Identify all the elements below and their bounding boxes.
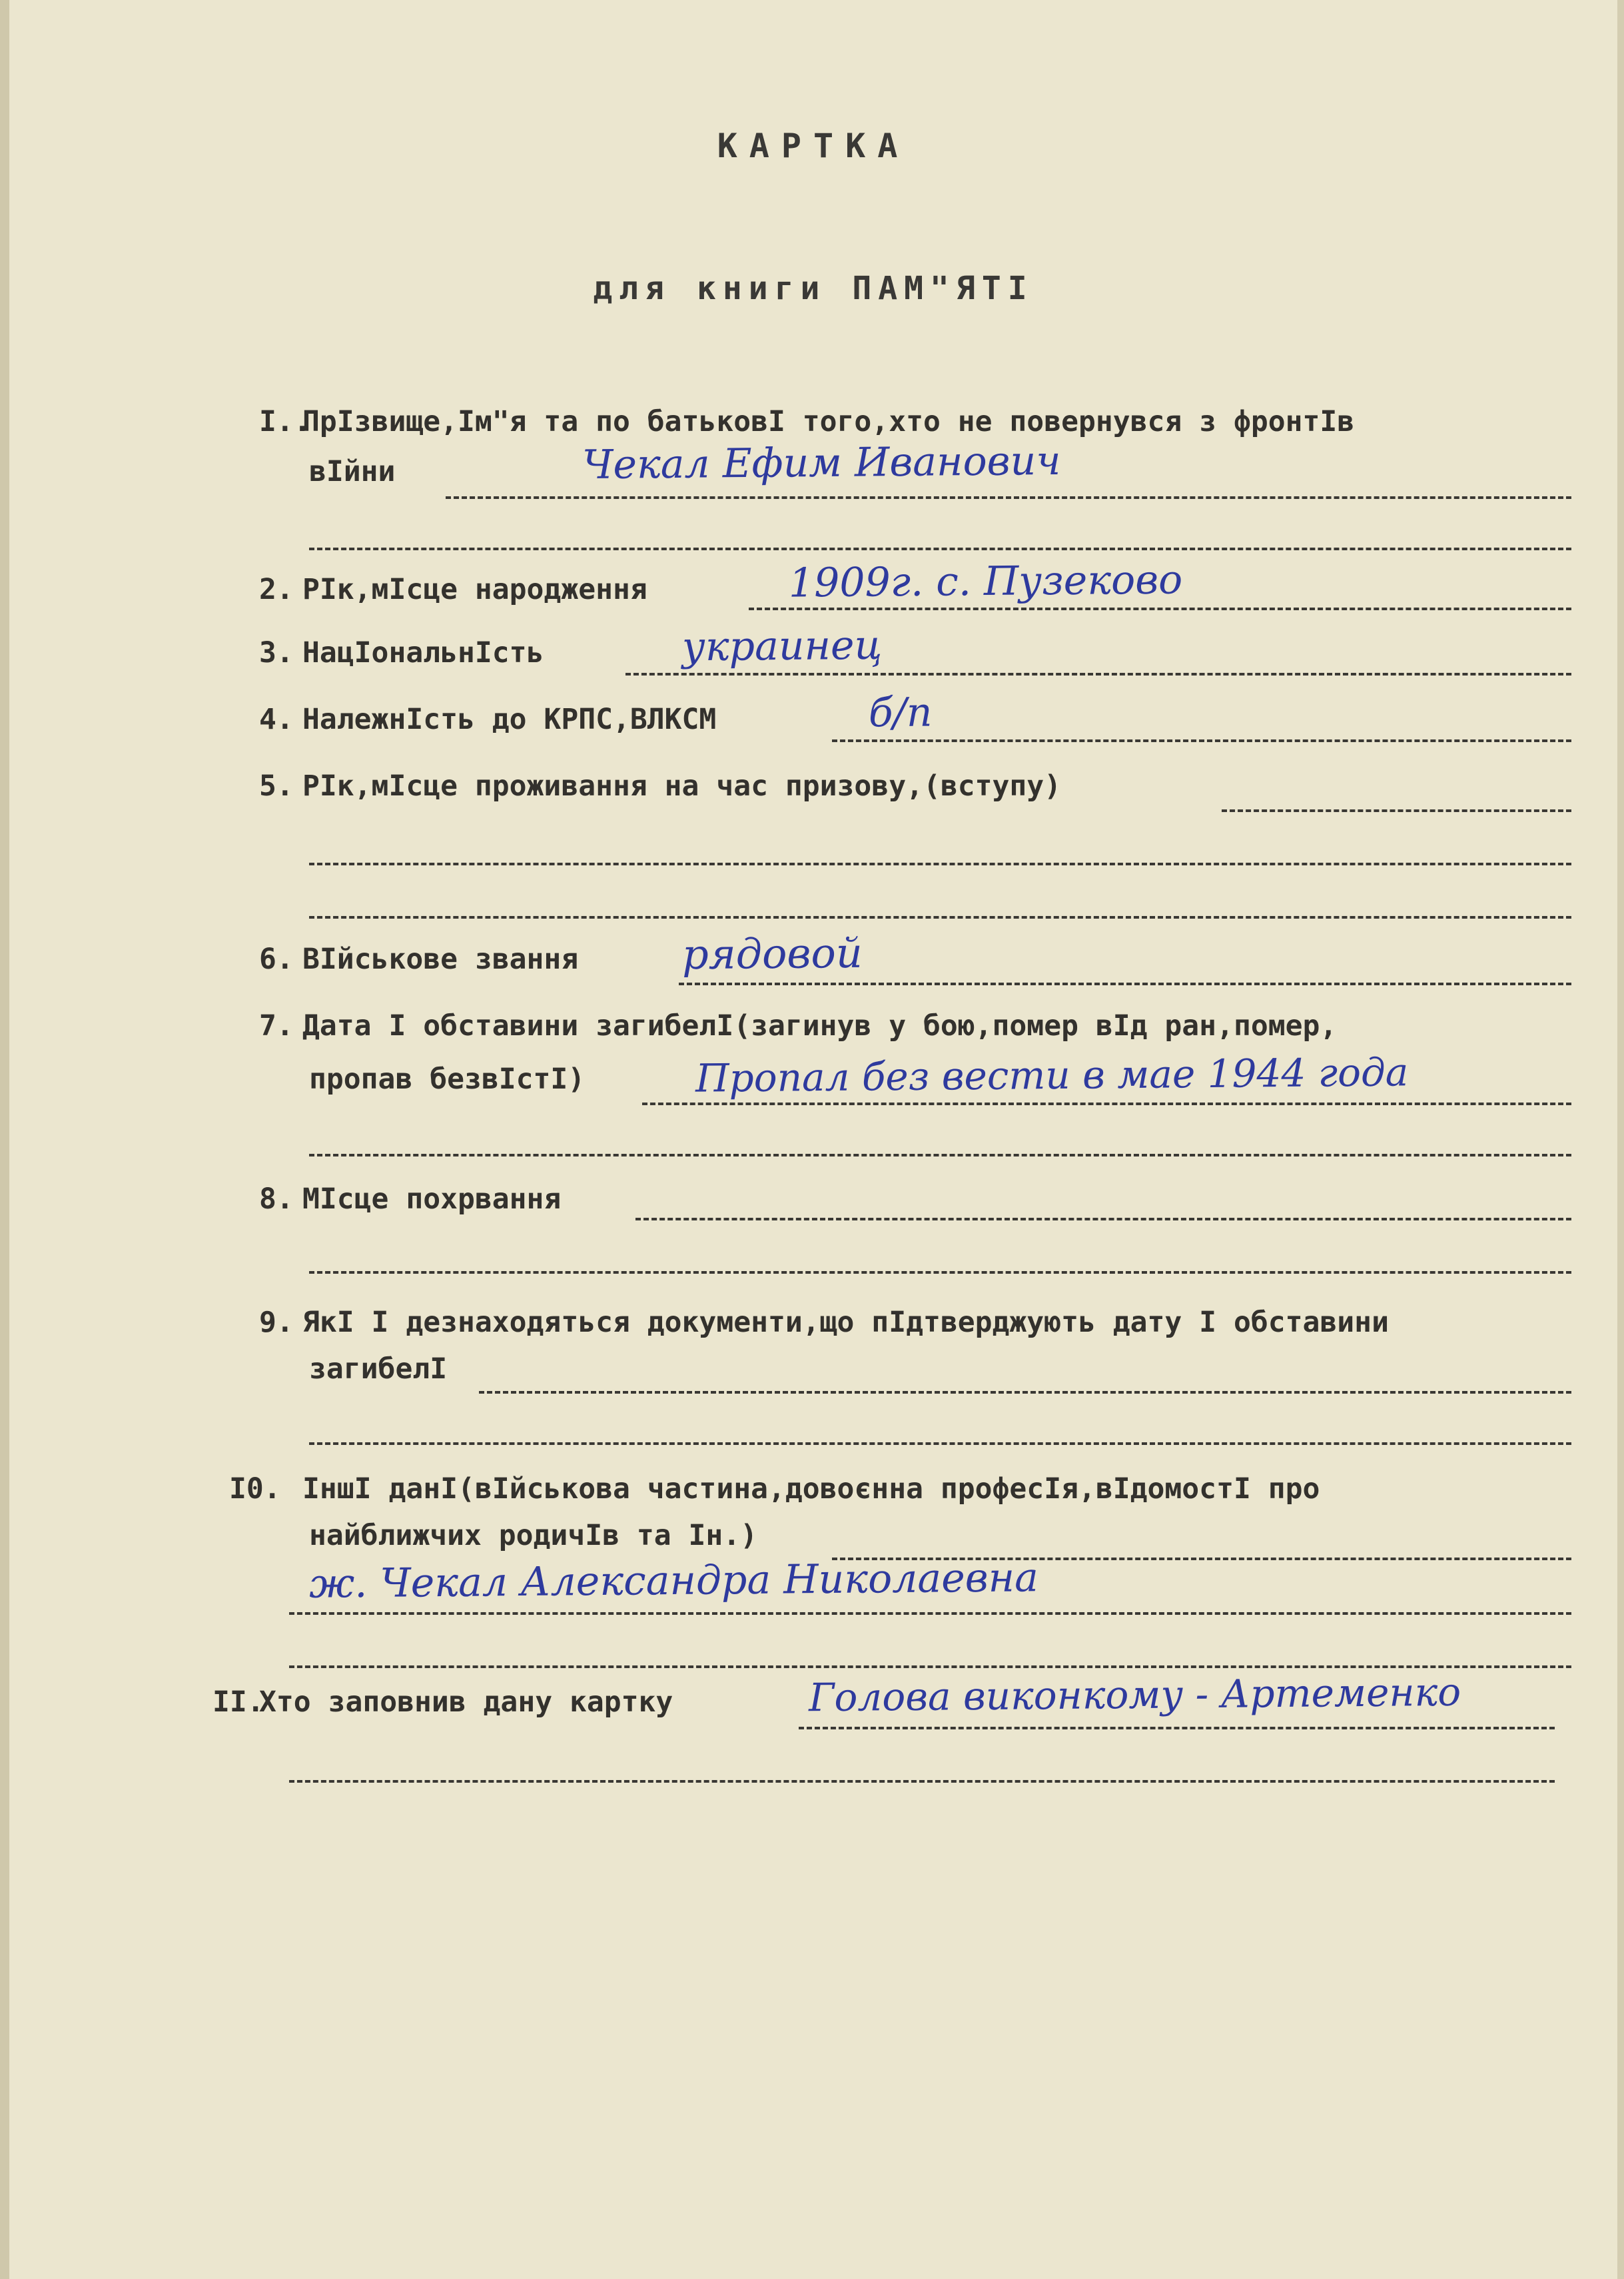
- field-3-number: 3.: [259, 636, 294, 670]
- field-1-value: Чекал Ефим Иванович: [582, 437, 1061, 489]
- field-9-line: [479, 1391, 1571, 1394]
- field-5-label: РІк,мІсце проживання на час призову,(вступу): [302, 769, 1062, 803]
- field-6-number: 6.: [259, 943, 294, 976]
- field-3-value: украинец: [681, 622, 883, 671]
- field-6-label: ВІйськове звання: [302, 943, 579, 976]
- field-11-label: Хто заповнив дану картку: [259, 1685, 673, 1719]
- field-8-label: МІсце похрвання: [302, 1182, 562, 1216]
- field-4-number: 4.: [259, 703, 294, 736]
- field-9-line-2: [309, 1442, 1571, 1445]
- field-7-label-cont: пропав безвІстІ): [309, 1063, 586, 1096]
- field-3-line: [625, 673, 1571, 676]
- field-8-line: [635, 1218, 1571, 1220]
- field-10-line-3: [289, 1665, 1571, 1668]
- card-subtitle: для книги ПАМ"ЯТІ: [593, 270, 1034, 307]
- field-10-value: ж. Чекал Александра Николаевна: [308, 1554, 1039, 1607]
- field-7-line-2: [309, 1154, 1571, 1156]
- field-1-number: І..: [259, 405, 311, 438]
- field-5-line: [1222, 809, 1571, 812]
- field-7-value: Пропал без вести в мае 1944 года: [695, 1049, 1409, 1101]
- field-4-label: НалежнІсть до КРПС,ВЛКСМ: [302, 703, 717, 736]
- field-2-line: [749, 608, 1571, 610]
- field-10-number: І0.: [229, 1472, 281, 1506]
- field-4-value: б/п: [868, 689, 933, 737]
- field-9-label-cont: загибелІ: [309, 1352, 448, 1386]
- field-7-number: 7.: [259, 1009, 294, 1043]
- field-1-line: [446, 496, 1571, 499]
- field-11-value: Голова виконкому - Артеменко: [808, 1669, 1461, 1721]
- field-2-value: 1909г. с. Пузеково: [788, 556, 1183, 607]
- field-2-number: 2.: [259, 573, 294, 606]
- field-7-line: [642, 1103, 1571, 1105]
- field-10-label-cont: найближчих родичІв та Ін.): [309, 1519, 758, 1552]
- field-9-number: 9.: [259, 1306, 294, 1339]
- field-10-line-2: [289, 1612, 1571, 1615]
- field-6-line: [679, 983, 1571, 985]
- field-1-label: ПрІзвище,Ім"я та по батьковІ того,хто не повернувся з фронтІв: [302, 405, 1355, 438]
- field-2-label: РІк,мІсце народження: [302, 573, 647, 606]
- field-8-line-2: [309, 1271, 1571, 1274]
- field-9-label: ЯкІ І дезнаходяться документи,що пІдтверджують дату І обставини: [302, 1306, 1389, 1339]
- field-5-number: 5.: [259, 769, 294, 803]
- field-5-line-3: [309, 916, 1571, 919]
- field-6-value: рядовой: [681, 928, 863, 979]
- card-title: КАРТКА: [717, 127, 910, 165]
- field-7-label: Дата І обставини загибелІ(загинув у бою,помер вІд ран,помер,: [302, 1009, 1338, 1043]
- field-8-number: 8.: [259, 1182, 294, 1216]
- field-10-label: ІншІ данІ(вІйськова частина,довоєнна професІя,вІдомостІ про: [302, 1472, 1320, 1506]
- field-11-line: [799, 1727, 1555, 1729]
- field-5-line-2: [309, 863, 1571, 865]
- field-11-line-2: [289, 1780, 1555, 1783]
- field-11-number: ІІ.: [212, 1685, 264, 1719]
- field-3-label: НацІональнІсть: [302, 636, 544, 670]
- field-1-line-2: [309, 548, 1571, 550]
- field-4-line: [832, 739, 1571, 742]
- field-1-label-cont: вІйни: [309, 455, 396, 488]
